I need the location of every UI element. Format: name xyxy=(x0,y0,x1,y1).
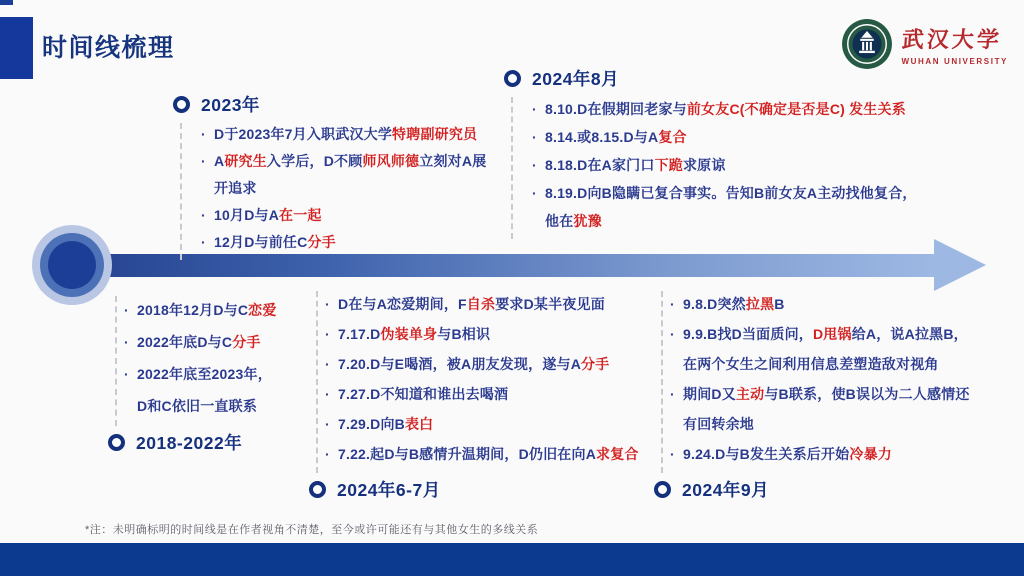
section-header xyxy=(309,477,644,501)
bullet-item: · 9.8.D突然拉黑B xyxy=(668,289,979,319)
bottom-bar xyxy=(0,543,1024,576)
section-body xyxy=(504,95,974,235)
page-title: 时间线梳理 xyxy=(42,34,175,62)
title-accent-block xyxy=(0,17,33,79)
section-2023 xyxy=(173,92,508,256)
timeline-marker-icon xyxy=(309,481,326,498)
timeline-dashed-connector xyxy=(180,123,182,260)
section-title: 2023年 xyxy=(201,94,260,115)
section-sep-2024 xyxy=(654,289,979,501)
wuhan-university-logo xyxy=(841,18,1009,70)
bullet-item: · 8.19.D向B隐瞒已复合事实。告知B前女友A主动找他复合， 他在犹豫 xyxy=(530,179,974,235)
bullet-item: · 12月D与前任C分手 xyxy=(199,229,508,256)
bullet-item: · 8.14.或8.15.D与A复合 xyxy=(530,123,974,151)
section-body xyxy=(173,121,508,256)
timeline-dashed-connector xyxy=(115,296,117,426)
bullet-list xyxy=(173,121,508,256)
bullet-item: · A研究生入学后，D不顾师风师德立刻对A展 开追求 xyxy=(199,148,508,202)
timeline-origin-hub-inner xyxy=(48,241,96,289)
timeline-marker-icon xyxy=(173,96,190,113)
timeline-marker-icon xyxy=(504,70,521,87)
section-body xyxy=(108,294,343,422)
timeline-dashed-connector xyxy=(511,97,513,239)
bullet-item: · 7.27.D不知道和谁出去喝酒 xyxy=(323,379,644,409)
logo-name-en: WUHAN UNIVERSITY xyxy=(901,56,1008,66)
bullet-item: · 2022年底D与C分手 xyxy=(122,326,343,358)
bullet-item: · 9.24.D与B发生关系后开始冷暴力 xyxy=(668,439,979,469)
timeline-dashed-connector xyxy=(661,291,663,473)
section-header xyxy=(108,430,343,454)
timeline-dashed-connector xyxy=(316,291,318,473)
bullet-item: · 7.17.D伪装单身与B相识 xyxy=(323,319,644,349)
corner-accent xyxy=(0,0,13,5)
section-title: 2024年6-7月 xyxy=(337,479,441,500)
bullet-item: · 8.18.D在A家门口下跪求原谅 xyxy=(530,151,974,179)
section-body xyxy=(309,289,644,469)
bullet-list xyxy=(654,289,979,469)
university-seal-icon xyxy=(841,18,893,70)
bullet-item: · 7.22.起D与B感情升温期间，D仍旧在向A求复合 xyxy=(323,439,644,469)
bullet-item: · 2018年12月D与C恋爱 xyxy=(122,294,343,326)
section-body xyxy=(654,289,979,469)
section-header xyxy=(654,477,979,501)
bullet-list xyxy=(108,294,343,422)
bullet-item: · D在与A恋爱期间，F自杀要求D某半夜见面 xyxy=(323,289,644,319)
timeline-marker-icon xyxy=(108,434,125,451)
section-title: 2024年9月 xyxy=(682,479,770,500)
section-title: 2018-2022年 xyxy=(136,432,243,453)
bullet-item: · 9.9.B找D当面质问，D甩锅给A，说A拉黑B， 在两个女生之间利用信息差塑造敌对视角 xyxy=(668,319,979,379)
timeline-marker-icon xyxy=(654,481,671,498)
logo-text xyxy=(902,23,1009,66)
bullet-item: · 10月D与A在一起 xyxy=(199,202,508,229)
timeline-arrowhead-icon xyxy=(934,239,986,291)
bullet-item: · 7.20.D与E喝酒，被A朋友发现，遂与A分手 xyxy=(323,349,644,379)
bullet-list xyxy=(504,95,974,235)
section-header xyxy=(173,92,508,116)
section-jun-jul-2024 xyxy=(309,289,644,501)
bullet-item: · 8.10.D在假期回老家与前女友C(不确定是否是C) 发生关系 xyxy=(530,95,974,123)
bullet-list xyxy=(309,289,644,469)
section-title: 2024年8月 xyxy=(532,68,620,89)
timeline-axis xyxy=(72,254,935,277)
bullet-item: · 期间D又主动与B联系，使B误以为二人感情还 有回转余地 xyxy=(668,379,979,439)
section-2018-2022 xyxy=(108,294,343,454)
logo-name-cn: 武汉大学 xyxy=(900,26,1003,53)
bullet-item: · 7.29.D向B表白 xyxy=(323,409,644,439)
bullet-item: · D于2023年7月入职武汉大学特聘副研究员 xyxy=(199,121,508,148)
bullet-item: · 2022年底至2023年， D和C依旧一直联系 xyxy=(122,358,343,422)
footnote: *注：未明确标明的时间线是在作者视角不清楚，至今或许可能还有与其他女生的多线关系 xyxy=(85,524,539,536)
section-header xyxy=(504,66,974,90)
section-aug-2024 xyxy=(504,66,974,235)
